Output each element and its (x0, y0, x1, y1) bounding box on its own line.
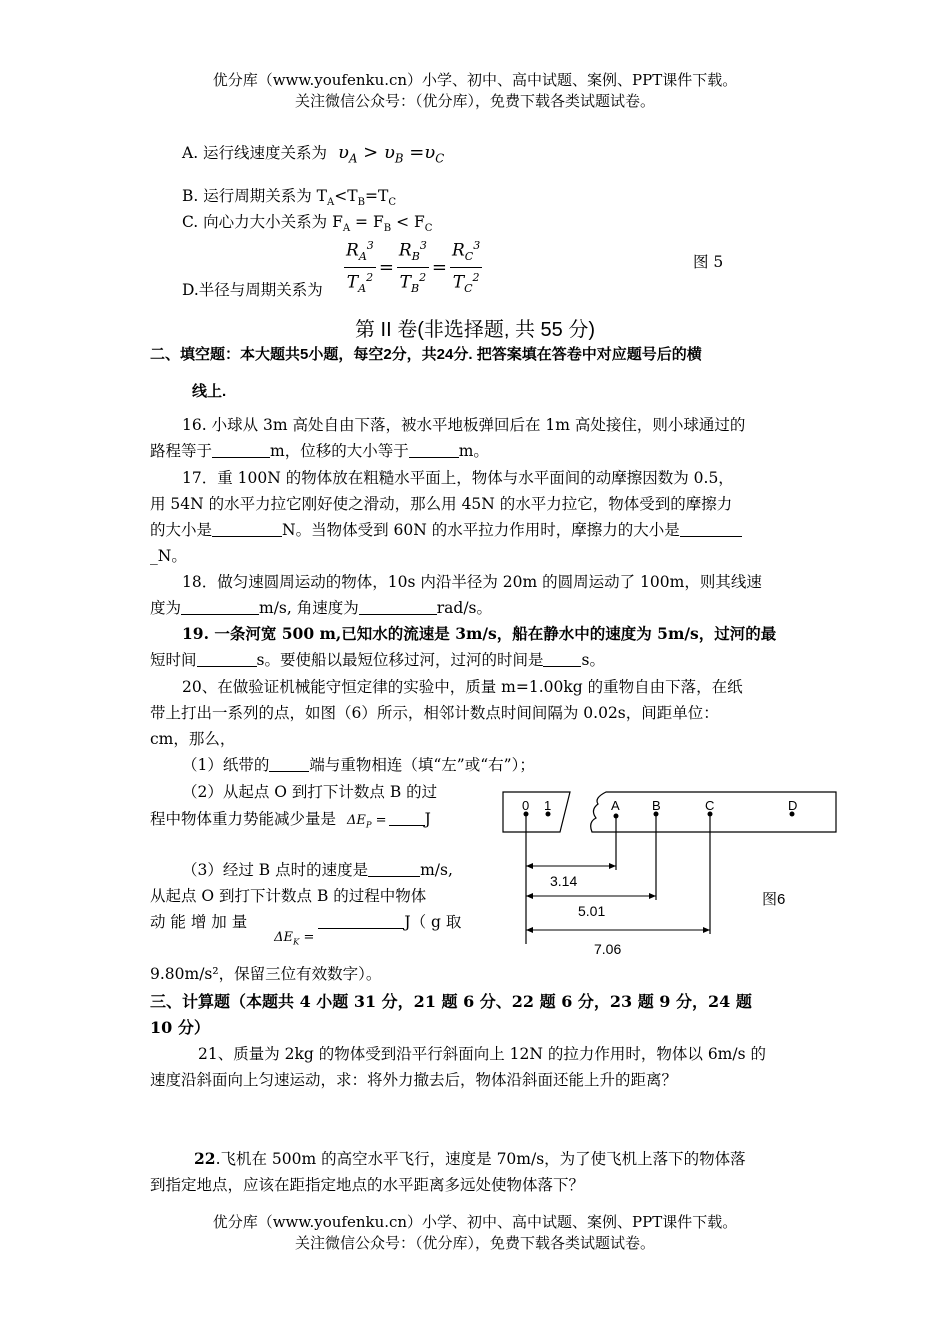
q18-line1: 18．做匀速圆周运动的物体，10s 内沿半径为 20m 的圆周运动了 100m，则其线速 (182, 573, 762, 591)
q18-line2: 度为 m/s, 角速度为 rad/s。 (150, 599, 492, 617)
point-label-a: A (611, 798, 620, 813)
q17-line4: _N。 (150, 547, 187, 565)
point-label-1: 1 (544, 798, 552, 813)
option-a (182, 140, 444, 172)
distance-oa: 3.14 (550, 873, 578, 889)
section-2-heading-cont: 线上. (192, 383, 227, 400)
footer-line-1: 优分库（www.youfenku.cn）小学、初中、高中试题、案例、PPT课件下载。 (212, 1213, 738, 1231)
q19-line1: 19. 一条河宽 500 m,已知水的流速是 3m/s，船在静水中的速度为 5m/s，过河的最 (182, 624, 777, 643)
part-2-title: 第 II 卷(非选择题, 共 55 分) (354, 319, 596, 341)
figure-5-label: 图 5 (693, 253, 724, 271)
distance-ob: 5.01 (578, 903, 606, 919)
section-2-heading: 二、填空题：本大题共5小题，每空2分，共24分. 把答案填在答卷中对应题号后的横 (150, 346, 702, 363)
point-label-b: B (652, 798, 661, 813)
section-3-heading-cont: 10 分） (150, 1018, 210, 1037)
figure-6-label: 图6 (762, 891, 786, 908)
option-c: C. 向心力大小关系为 $F_A = F_B < F_C$ (182, 213, 433, 235)
q20-line1: 20、在做验证机械能守恒定律的实验中，质量 m=1.00kg 的重物自由下落，在纸 (182, 678, 743, 696)
option-a-formula: $\upsilon_A > \upsilon_B =\upsilon_C$ (338, 142, 445, 166)
q20-sub3-line1: （3）经过 B 点时的速度是 m/s, (182, 861, 453, 879)
header-line-1: 优分库（www.youfenku.cn）小学、初中、高中试题、案例、PPT课件下载。 (212, 71, 738, 89)
option-c-text: C. 向心力大小关系为 F (182, 213, 343, 231)
q17-line2: 用 54N 的水平力拉它刚好使之滑动，那么用 45N 的水平力拉它，物体受到的摩擦力 (150, 495, 733, 513)
q20-sub1: （1）纸带的 端与重物相连（填“左”或“右”）； (182, 756, 535, 774)
q22-line1: 22.飞机在 500m 的高空水平飞行，速度是 70m/s，为了使飞机上落下的物体落 (194, 1149, 746, 1168)
q22-line2: 到指定地点，应该在距指定地点的水平距离多远处使物体落下？ (150, 1176, 585, 1194)
option-b: B. 运行周期关系为 $T_A<T_B=T_C$ (182, 187, 397, 209)
q17-line3: 的大小是 N。当物体受到 60N 的水平拉力作用时，摩擦力的大小是 (150, 517, 742, 543)
q16-line1: 16. 小球从 3m 高处自由下落，被水平地板弹回后在 1m 高处接住，则小球通过的 (182, 416, 746, 434)
q20-sub3-line4: 9.80m/s²，保留三位有效数字）。 (150, 965, 382, 983)
point-label-d: D (788, 798, 798, 813)
distance-oc: 7.06 (594, 941, 622, 957)
footer-line-2: 关注微信公众号：（优分库），免费下载各类试题试卷。 (294, 1234, 655, 1252)
option-a-text: A. 运行线速度关系为 (182, 144, 328, 162)
q19-line2: 短时间 s。要使船以最短位移过河，过河的时间是 s。 (150, 651, 605, 669)
option-d-formula: $\frac{R_A^3}{T_A^2}$ = $\frac{R_B^3}{T_B^2}$ = $\frac{R_C^3}{T_C^2}$ (344, 236, 482, 299)
figure-6 (498, 782, 848, 962)
section-3-heading: 三、计算题（本题共 4 小题 31 分，21 题 6 分、22 题 6 分，23 题 9 分，24 题 (150, 992, 752, 1011)
q17-line1: 17．重 100N 的物体放在粗糙水平面上，物体与水平面间的动摩擦因数为 0.5， (182, 469, 734, 487)
q20-line2: 带上打出一系列的点，如图（6）所示，相邻计数点时间间隔为 0.02s，间距单位： (150, 704, 719, 722)
q20-sub2-line1: （2）从起点 O 到打下计数点 B 的过 (182, 783, 438, 801)
q20-sub2-line2: 程中物体重力势能减少量是 $\Delta E_P = J$ (150, 810, 431, 830)
point-label-c: C (705, 798, 715, 813)
q21-line2: 速度沿斜面向上匀速运动，求：将外力撤去后，物体沿斜面还能上升的距离？ (150, 1071, 678, 1089)
tape-left-piece (503, 792, 570, 832)
q16-line2: 路程等于 m，位移的大小等于 m。 (150, 442, 489, 460)
header-line-2: 关注微信公众号：（优分库），免费下载各类试题试卷。 (294, 92, 655, 110)
q20-line3: cm，那么， (150, 730, 236, 748)
point-label-0: 0 (522, 798, 530, 813)
option-b-text: B. 运行周期关系为 T (182, 187, 328, 205)
option-d: D.半径与周期关系为 (182, 281, 323, 299)
q20-sub3-line2: 从起点 O 到打下计数点 B 的过程中物体 (150, 887, 427, 905)
q20-sub3-line3: 动 能 增 加 量 $_{\Delta E_K =}$J（ g 取 (150, 913, 462, 947)
q21-line1: 21、质量为 2kg 的物体受到沿平行斜面向上 12N 的拉力作用时，物体以 6m/s 的 (198, 1045, 766, 1063)
